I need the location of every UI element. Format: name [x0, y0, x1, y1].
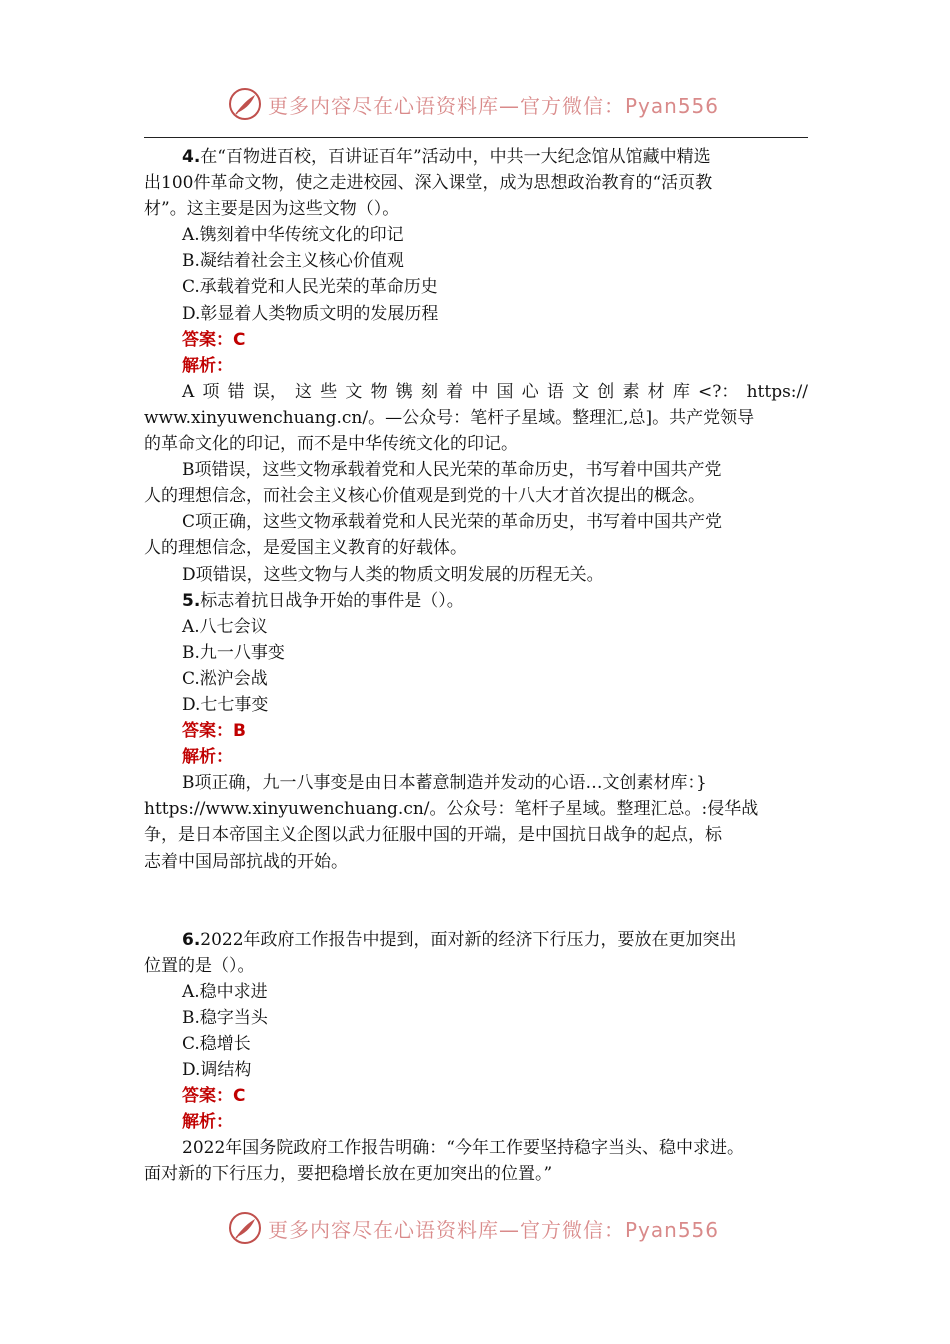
q4-analysis-label: 解析：	[182, 355, 233, 376]
q4-stem-line-3: 材”。这主要是因为这些文物（）。	[144, 199, 400, 220]
word: 心	[521, 381, 539, 402]
q6-option-b: B.稳字当头	[182, 1007, 268, 1028]
word: 文	[572, 381, 590, 402]
q5-number: 5.	[182, 590, 201, 611]
word: 着	[446, 381, 464, 402]
word: 物	[370, 381, 388, 402]
q5-analysis-label: 解析：	[182, 747, 233, 768]
q4-number: 4.	[182, 147, 201, 167]
q5-option-d: D.七七事变	[182, 694, 269, 715]
q4-analysis-a-line-3: 的革命文化的印记，而不是中华传统文化的印记。	[144, 434, 518, 455]
feather-logo-icon	[228, 87, 262, 121]
word: A	[182, 381, 195, 402]
word: 素	[622, 381, 640, 402]
q4-analysis-c-line-1: C项正确，这些文物承载着党和人民光荣的革命历史，书写着中国共产党	[182, 512, 723, 533]
document-body	[144, 144, 808, 1188]
header-brand	[228, 84, 788, 124]
q5-analysis-line-3: 争，是日本帝国主义企图以武力征服中国的开端，是中国抗日战争的起点，标	[144, 825, 722, 846]
word: <?：	[698, 381, 739, 402]
q6-answer: 答案：C	[182, 1086, 246, 1107]
q5-stem	[144, 588, 808, 614]
q4-analysis-a-line-1	[144, 379, 808, 405]
q6-analysis-label: 解析：	[182, 1112, 233, 1133]
q4-answer: 答案：C	[182, 329, 246, 350]
q6-option-d: D.调结构	[182, 1060, 252, 1081]
q5-analysis-line-2: https://www.xinyuwenchuang.cn/。公众号：笔杆子星域。整理汇总。:侵华战	[144, 799, 759, 820]
q4-analysis-b-line-2: 人的理想信念，而社会主义核心价值观是到党的十八大才首次提出的概念。	[144, 486, 705, 507]
word: 项	[202, 381, 220, 402]
word: 中	[471, 381, 489, 402]
footer-brand	[228, 1208, 788, 1248]
q4-stem-line-2: 出100件革命文物，使之走进校园、深入课堂，成为思想政治教育的“活页教	[144, 173, 713, 194]
word: 库	[672, 381, 690, 402]
word: 国	[496, 381, 514, 402]
q6-stem-line-2: 位置的是（）。	[144, 955, 255, 976]
q6-option-c: C.稳增长	[182, 1034, 251, 1054]
q4-option-a: A.镌刻着中华传统文化的印记	[182, 225, 404, 246]
q6-option-a: A.稳中求进	[182, 981, 268, 1002]
feather-logo-icon	[228, 1211, 262, 1245]
word: 材	[647, 381, 665, 402]
q6-analysis-line-2: 面对新的下行压力，要把稳增长放在更加突出的位置。”	[144, 1164, 553, 1185]
header-brand-text: 更多内容尽在心语资料库—官方微信：Pyan556	[268, 93, 720, 118]
q5-answer: 答案：B	[182, 721, 246, 742]
word: 刻	[420, 381, 438, 402]
q4-analysis-b-line-1: B项错误，这些文物承载着党和人民光荣的革命历史，书写着中国共产党	[182, 460, 722, 481]
q4-analysis-d-line-1: D项错误，这些文物与人类的物质文明发展的历程无关。	[182, 564, 604, 585]
q6-number: 6.	[182, 929, 201, 950]
q4-option-c: C.承载着党和人民光荣的革命历史	[182, 277, 438, 298]
q4-analysis-a-line-2: www.xinyuwenchuang.cn/。—公众号：笔杆子星域。整理汇,总]。共产党领导	[144, 407, 755, 428]
footer-brand-text: 更多内容尽在心语资料库—官方微信：Pyan556	[268, 1217, 720, 1242]
q6-analysis-line-1: 2022年国务院政府工作报告明确：“今年工作要坚持稳字当头、稳中求进。	[182, 1138, 744, 1159]
word: 这	[295, 381, 313, 402]
q5-option-c: C.淞沪会战	[182, 668, 268, 689]
q5-analysis-line-1: B项正确，九一八事变是由日本蓄意制造并发动的心语…文创素材库：}	[182, 773, 707, 794]
spacer	[144, 875, 808, 927]
q4-stem-text: 在“百物进百校，百讲证百年”活动中，中共一大纪念馆从馆藏中精选	[200, 147, 711, 167]
q6-stem-text: 2022年政府工作报告中提到，面对新的经济下行压力，要放在更加突出	[200, 929, 737, 950]
word: 镌	[395, 381, 413, 402]
word: 语	[546, 381, 564, 402]
word: 文	[345, 381, 363, 402]
q5-analysis-line-4: 志着中国局部抗战的开始。	[144, 851, 348, 872]
word: 些	[320, 381, 338, 402]
word: https://	[746, 381, 808, 402]
q5-stem-text: 标志着抗日战争开始的事件是（）。	[200, 590, 464, 611]
header-rule	[144, 137, 808, 138]
word: 创	[597, 381, 615, 402]
q4-stem-line-1	[144, 144, 808, 170]
q4-analysis-c-line-2: 人的理想信念，是爱国主义教育的好载体。	[144, 538, 467, 559]
word: 误，	[252, 381, 287, 402]
q4-option-b: B.凝结着社会主义核心价值观	[182, 251, 404, 272]
word: 错	[227, 381, 245, 402]
q6-stem-line-1	[144, 927, 808, 953]
q4-option-d: D.彰显着人类物质文明的发展历程	[182, 303, 439, 324]
q5-option-a: A.八七会议	[182, 616, 268, 637]
q5-option-b: B.九一八事变	[182, 642, 285, 663]
